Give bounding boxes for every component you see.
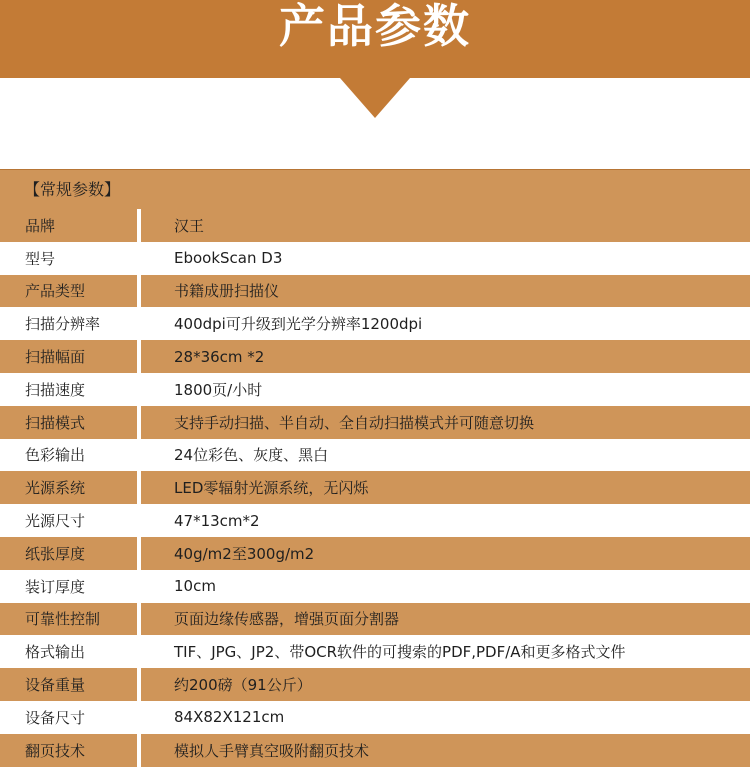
param-value: 页面边缘传感器，增强页面分割器 — [141, 603, 750, 636]
section-header — [0, 169, 750, 209]
param-label: 品牌 — [0, 209, 137, 242]
table-row — [0, 471, 750, 504]
param-value: 40g/m2至300g/m2 — [141, 537, 750, 570]
param-label: 型号 — [25, 249, 56, 268]
table-row — [0, 406, 750, 439]
param-value: 400dpi可升级到光学分辨率1200dpi — [174, 315, 423, 334]
param-value: 模拟人手臂真空吸附翻页技术 — [141, 734, 750, 767]
param-label: 产品类型 — [0, 275, 137, 308]
page-title: 产品参数 — [279, 0, 471, 53]
param-value: EbookScan D3 — [174, 249, 283, 268]
param-value: 支持手动扫描、半自动、全自动扫描模式并可随意切换 — [141, 406, 750, 439]
table-row — [0, 537, 750, 570]
param-label: 扫描模式 — [0, 406, 137, 439]
section-title: 【常规参数】 — [24, 180, 121, 199]
table-row — [0, 307, 750, 340]
table-row — [0, 635, 750, 668]
param-label: 扫描幅面 — [0, 340, 137, 373]
param-label: 色彩输出 — [25, 446, 86, 465]
param-label: 纸张厚度 — [0, 537, 137, 570]
param-value: 10cm — [174, 577, 216, 596]
table-row — [0, 504, 750, 537]
table-row — [0, 701, 750, 734]
param-label: 可靠性控制 — [0, 603, 137, 636]
param-label: 光源系统 — [0, 471, 137, 504]
param-value: TIF、JPG、JP2、带OCR软件的可搜索的PDF,PDF/A和更多格式文件 — [174, 643, 626, 662]
title-banner — [0, 0, 750, 78]
param-label: 设备尺寸 — [25, 708, 86, 727]
param-label: 设备重量 — [0, 668, 137, 701]
table-row — [0, 275, 750, 308]
param-value: 84X82X121cm — [174, 708, 285, 727]
param-value: 书籍成册扫描仪 — [141, 275, 750, 308]
param-label: 扫描速度 — [25, 380, 86, 399]
parameter-table — [0, 209, 750, 767]
table-row — [0, 603, 750, 636]
param-label: 光源尺寸 — [25, 512, 86, 531]
banner-pointer — [340, 78, 410, 118]
param-value: 约200磅（91公斤） — [141, 668, 750, 701]
param-value: 24位彩色、灰度、黑白 — [174, 446, 329, 465]
table-row — [0, 439, 750, 472]
table-row — [0, 242, 750, 275]
table-row — [0, 734, 750, 767]
param-label: 装订厚度 — [25, 577, 86, 596]
param-label: 翻页技术 — [0, 734, 137, 767]
table-row — [0, 209, 750, 242]
param-label: 格式输出 — [25, 643, 86, 662]
table-row — [0, 668, 750, 701]
param-value: 1800页/小时 — [174, 380, 263, 399]
param-value: 47*13cm*2 — [174, 511, 260, 530]
table-row — [0, 570, 750, 603]
table-row — [0, 340, 750, 373]
param-value: 28*36cm *2 — [141, 340, 750, 373]
param-value: LED零辐射光源系统，无闪烁 — [141, 471, 750, 504]
table-row — [0, 373, 750, 406]
param-label: 扫描分辨率 — [25, 315, 101, 334]
param-value: 汉王 — [141, 209, 750, 242]
